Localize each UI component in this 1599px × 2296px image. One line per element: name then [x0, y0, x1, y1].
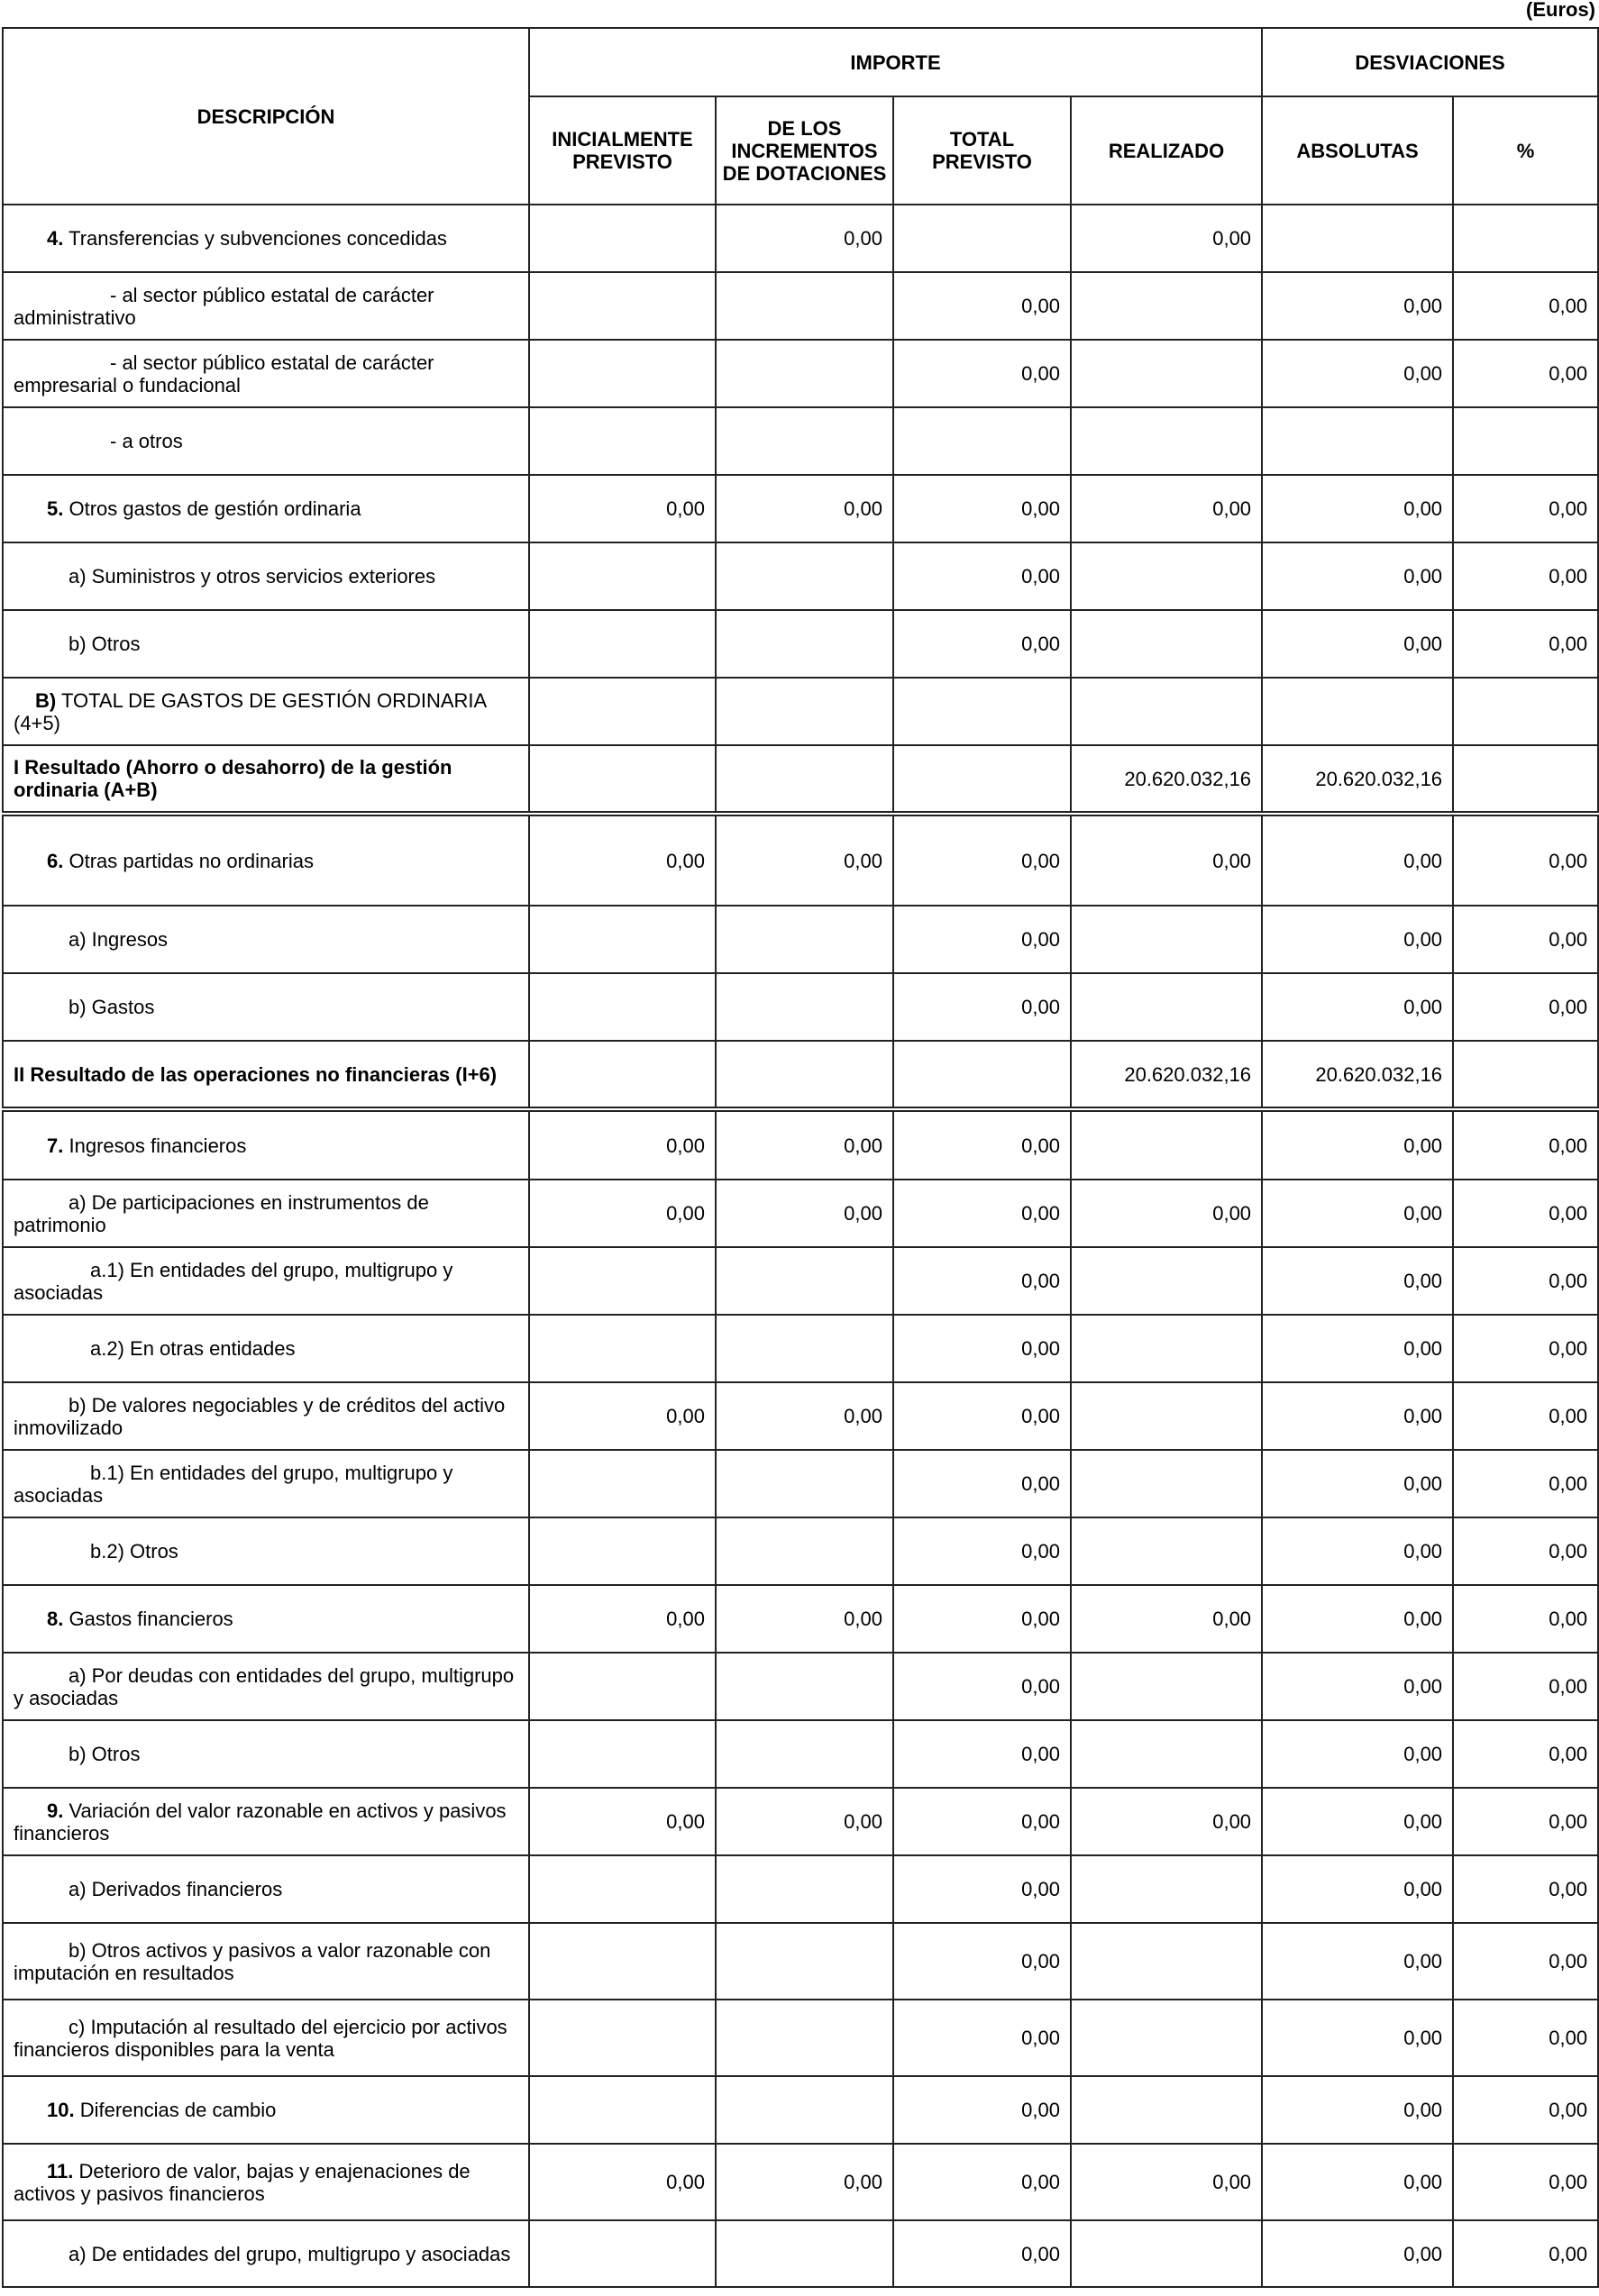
cell-inicialmente-previsto: 0,00	[529, 1180, 716, 1247]
row-description	[3, 1382, 529, 1450]
cell-absolutas: 0,00	[1262, 2000, 1453, 2076]
cell-inicialmente-previsto	[529, 1653, 716, 1720]
table-row	[3, 1517, 1598, 1585]
cell-inicialmente-previsto	[529, 2000, 716, 2076]
row-label: - al sector público estatal de carácter empresarial o fundacional	[14, 351, 434, 396]
table-row	[3, 1450, 1598, 1517]
cell-total-previsto: 0,00	[893, 1855, 1071, 1923]
cell-total-previsto: 0,00	[893, 1653, 1071, 1720]
row-number: 8.	[47, 1608, 64, 1630]
cell-incrementos-dotaciones: 0,00	[716, 475, 893, 542]
cell-absolutas	[1262, 205, 1453, 272]
row-label: a) Por deudas con entidades del grupo, multigrupo y asociadas	[14, 1663, 515, 1709]
header-desviaciones: DESVIACIONES	[1262, 28, 1598, 96]
row-label: - a otros	[110, 430, 183, 452]
table-row	[3, 1788, 1598, 1855]
row-description	[3, 1247, 529, 1315]
cell-total-previsto: 0,00	[893, 475, 1071, 542]
cell-total-previsto: 0,00	[893, 906, 1071, 973]
row-label: a.2) En otras entidades	[90, 1337, 296, 1360]
cell-realizado: 0,00	[1071, 1180, 1262, 1247]
cell-total-previsto: 0,00	[893, 1585, 1071, 1653]
cell-total-previsto: 0,00	[893, 2144, 1071, 2220]
cell-inicialmente-previsto	[529, 1315, 716, 1382]
cell-total-previsto: 0,00	[893, 814, 1071, 906]
cell-total-previsto	[893, 678, 1071, 745]
cell-porcentaje: 0,00	[1453, 475, 1598, 542]
cell-total-previsto: 0,00	[893, 1180, 1071, 1247]
cell-realizado	[1071, 1382, 1262, 1450]
table-row	[3, 1109, 1598, 1180]
cell-porcentaje: 0,00	[1453, 1247, 1598, 1315]
cell-total-previsto: 0,00	[893, 1315, 1071, 1382]
row-label: I Resultado (Ahorro o desahorro) de la gestión ordinaria (A+B)	[14, 756, 452, 801]
row-label: - al sector público estatal de carácter administrativo	[14, 283, 434, 329]
row-description	[3, 1720, 529, 1788]
cell-realizado	[1071, 610, 1262, 678]
cell-total-previsto	[893, 745, 1071, 814]
table-row	[3, 407, 1598, 475]
table-row	[3, 814, 1598, 906]
cell-absolutas: 0,00	[1262, 475, 1453, 542]
row-label: b.1) En entidades del grupo, multigrupo y asociadas	[14, 1461, 453, 1507]
table-row	[3, 1585, 1598, 1653]
cell-porcentaje: 0,00	[1453, 1788, 1598, 1855]
cell-inicialmente-previsto	[529, 906, 716, 973]
cell-porcentaje: 0,00	[1453, 906, 1598, 973]
row-description	[3, 1585, 529, 1653]
row-label: a) De participaciones en instrumentos de patrimonio	[14, 1190, 429, 1236]
cell-realizado	[1071, 2220, 1262, 2287]
cell-incrementos-dotaciones: 0,00	[716, 205, 893, 272]
cell-absolutas: 0,00	[1262, 272, 1453, 340]
row-label: II Resultado de las operaciones no financieras (I+6)	[14, 1062, 498, 1086]
table-header	[3, 28, 1598, 205]
cell-absolutas: 0,00	[1262, 1653, 1453, 1720]
cell-porcentaje	[1453, 1041, 1598, 1109]
cell-total-previsto	[893, 205, 1071, 272]
cell-incrementos-dotaciones	[716, 745, 893, 814]
cell-porcentaje: 0,00	[1453, 1720, 1598, 1788]
cell-realizado: 0,00	[1071, 205, 1262, 272]
cell-realizado	[1071, 340, 1262, 407]
cell-incrementos-dotaciones	[716, 1041, 893, 1109]
cell-incrementos-dotaciones	[716, 1315, 893, 1382]
row-label: a) De entidades del grupo, multigrupo y asociadas	[69, 2242, 511, 2265]
table-row	[3, 272, 1598, 340]
cell-porcentaje: 0,00	[1453, 2144, 1598, 2220]
cell-incrementos-dotaciones: 0,00	[716, 2144, 893, 2220]
cell-inicialmente-previsto: 0,00	[529, 2144, 716, 2220]
row-number: 4.	[47, 227, 64, 250]
cell-absolutas: 0,00	[1262, 1180, 1453, 1247]
cell-absolutas: 0,00	[1262, 814, 1453, 906]
cell-inicialmente-previsto	[529, 407, 716, 475]
row-description	[3, 1315, 529, 1382]
row-label: a) Ingresos	[69, 928, 169, 951]
row-description	[3, 205, 529, 272]
table-row	[3, 1382, 1598, 1450]
table-row	[3, 1315, 1598, 1382]
cell-realizado: 0,00	[1071, 475, 1262, 542]
cell-realizado: 0,00	[1071, 1585, 1262, 1653]
row-number: 6.	[47, 849, 64, 872]
table-row	[3, 542, 1598, 610]
row-number: 5.	[47, 497, 64, 520]
row-label: b) Gastos	[69, 996, 155, 1018]
row-label: Otras partidas no ordinarias	[69, 849, 314, 872]
cell-total-previsto: 0,00	[893, 1247, 1071, 1315]
cell-porcentaje: 0,00	[1453, 1923, 1598, 2000]
cell-inicialmente-previsto: 0,00	[529, 1109, 716, 1180]
cell-realizado	[1071, 1923, 1262, 2000]
cell-absolutas: 0,00	[1262, 1720, 1453, 1788]
row-description	[3, 2076, 529, 2144]
cell-absolutas: 20.620.032,16	[1262, 1041, 1453, 1109]
cell-absolutas: 0,00	[1262, 2076, 1453, 2144]
table-row	[3, 2220, 1598, 2287]
cell-porcentaje: 0,00	[1453, 1585, 1598, 1653]
cell-porcentaje: 0,00	[1453, 542, 1598, 610]
cell-inicialmente-previsto: 0,00	[529, 1788, 716, 1855]
row-description	[3, 1855, 529, 1923]
cell-inicialmente-previsto: 0,00	[529, 1585, 716, 1653]
cell-realizado	[1071, 1315, 1262, 1382]
cell-inicialmente-previsto	[529, 205, 716, 272]
cell-realizado	[1071, 2000, 1262, 2076]
cell-total-previsto: 0,00	[893, 2220, 1071, 2287]
cell-realizado	[1071, 1720, 1262, 1788]
cell-porcentaje: 0,00	[1453, 2076, 1598, 2144]
cell-realizado	[1071, 1450, 1262, 1517]
cell-incrementos-dotaciones	[716, 906, 893, 973]
cell-porcentaje: 0,00	[1453, 2220, 1598, 2287]
row-description	[3, 814, 529, 906]
row-label: a) Derivados financieros	[69, 1878, 283, 1900]
cell-inicialmente-previsto	[529, 678, 716, 745]
row-label: Deterioro de valor, bajas y enajenaciones de activos y pasivos financieros	[14, 2159, 471, 2205]
row-number: 11.	[47, 2159, 74, 2182]
row-label: Ingresos financieros	[69, 1134, 247, 1157]
cell-porcentaje: 0,00	[1453, 973, 1598, 1041]
cell-realizado	[1071, 1517, 1262, 1585]
row-description	[3, 745, 529, 814]
cell-total-previsto: 0,00	[893, 1382, 1071, 1450]
cell-absolutas: 0,00	[1262, 906, 1453, 973]
row-description	[3, 475, 529, 542]
table-row	[3, 205, 1598, 272]
cell-porcentaje	[1453, 745, 1598, 814]
cell-incrementos-dotaciones	[716, 542, 893, 610]
cell-total-previsto: 0,00	[893, 1517, 1071, 1585]
cell-inicialmente-previsto	[529, 272, 716, 340]
table-body	[3, 205, 1598, 2287]
cell-porcentaje: 0,00	[1453, 1180, 1598, 1247]
cell-total-previsto: 0,00	[893, 2000, 1071, 2076]
cell-porcentaje: 0,00	[1453, 1382, 1598, 1450]
cell-realizado	[1071, 906, 1262, 973]
cell-realizado	[1071, 678, 1262, 745]
cell-realizado: 20.620.032,16	[1071, 1041, 1262, 1109]
cell-inicialmente-previsto	[529, 1041, 716, 1109]
cell-total-previsto	[893, 1041, 1071, 1109]
cell-total-previsto: 0,00	[893, 1788, 1071, 1855]
row-description	[3, 2000, 529, 2076]
row-description	[3, 2220, 529, 2287]
row-label: b) De valores negociables y de créditos del activo inmovilizado	[14, 1393, 506, 1439]
cell-incrementos-dotaciones	[716, 1855, 893, 1923]
cell-realizado	[1071, 973, 1262, 1041]
cell-total-previsto: 0,00	[893, 1923, 1071, 2000]
cell-porcentaje: 0,00	[1453, 610, 1598, 678]
cell-incrementos-dotaciones	[716, 1923, 893, 2000]
cell-incrementos-dotaciones: 0,00	[716, 1109, 893, 1180]
cell-realizado	[1071, 407, 1262, 475]
cell-absolutas: 0,00	[1262, 1109, 1453, 1180]
row-label: Diferencias de cambio	[79, 2099, 277, 2121]
table-row	[3, 475, 1598, 542]
table-row	[3, 906, 1598, 973]
cell-incrementos-dotaciones: 0,00	[716, 1585, 893, 1653]
cell-incrementos-dotaciones: 0,00	[716, 1788, 893, 1855]
cell-inicialmente-previsto	[529, 2220, 716, 2287]
cell-total-previsto: 0,00	[893, 610, 1071, 678]
cell-total-previsto: 0,00	[893, 1450, 1071, 1517]
header-porcentaje: %	[1453, 96, 1598, 205]
cell-absolutas: 0,00	[1262, 1315, 1453, 1382]
cell-inicialmente-previsto	[529, 542, 716, 610]
cell-porcentaje: 0,00	[1453, 1855, 1598, 1923]
cell-incrementos-dotaciones	[716, 407, 893, 475]
table-row	[3, 973, 1598, 1041]
cell-absolutas: 20.620.032,16	[1262, 745, 1453, 814]
header-importe: IMPORTE	[529, 28, 1262, 96]
cell-realizado: 20.620.032,16	[1071, 745, 1262, 814]
table-row	[3, 2000, 1598, 2076]
row-description	[3, 1923, 529, 2000]
cell-realizado	[1071, 272, 1262, 340]
cell-inicialmente-previsto	[529, 1517, 716, 1585]
cell-incrementos-dotaciones	[716, 272, 893, 340]
table-row	[3, 1180, 1598, 1247]
cell-porcentaje: 0,00	[1453, 340, 1598, 407]
cell-total-previsto: 0,00	[893, 2076, 1071, 2144]
cell-realizado	[1071, 1109, 1262, 1180]
cell-inicialmente-previsto	[529, 1923, 716, 2000]
row-label: Variación del valor razonable en activos y pasivos financieros	[14, 1799, 507, 1845]
cell-incrementos-dotaciones	[716, 1720, 893, 1788]
table-row	[3, 340, 1598, 407]
row-label: b) Otros	[69, 633, 141, 655]
row-description	[3, 1653, 529, 1720]
row-label: c) Imputación al resultado del ejercicio por activos financieros disponibles para la venta	[14, 2015, 507, 2061]
table-row	[3, 2144, 1598, 2220]
header-incrementos-dotaciones: DE LOS INCREMENTOS DE DOTACIONES	[716, 96, 893, 205]
cell-porcentaje: 0,00	[1453, 1109, 1598, 1180]
cell-absolutas: 0,00	[1262, 610, 1453, 678]
cell-inicialmente-previsto	[529, 973, 716, 1041]
cell-realizado	[1071, 1855, 1262, 1923]
table-row	[3, 1041, 1598, 1109]
cell-absolutas	[1262, 407, 1453, 475]
cell-absolutas: 0,00	[1262, 542, 1453, 610]
cell-incrementos-dotaciones	[716, 610, 893, 678]
table-row	[3, 1855, 1598, 1923]
cell-absolutas: 0,00	[1262, 1450, 1453, 1517]
cell-inicialmente-previsto	[529, 1450, 716, 1517]
cell-total-previsto	[893, 407, 1071, 475]
cell-incrementos-dotaciones	[716, 1247, 893, 1315]
cell-absolutas: 0,00	[1262, 1585, 1453, 1653]
cell-absolutas: 0,00	[1262, 2220, 1453, 2287]
row-label: Transferencias y subvenciones concedidas	[69, 227, 447, 250]
cell-absolutas: 0,00	[1262, 340, 1453, 407]
row-description	[3, 272, 529, 340]
header-realizado: REALIZADO	[1071, 96, 1262, 205]
row-label: Otros gastos de gestión ordinaria	[69, 497, 361, 520]
cell-porcentaje: 0,00	[1453, 1653, 1598, 1720]
cell-total-previsto: 0,00	[893, 542, 1071, 610]
cell-total-previsto: 0,00	[893, 340, 1071, 407]
table-row	[3, 1720, 1598, 1788]
row-description	[3, 973, 529, 1041]
table-row	[3, 610, 1598, 678]
table-row	[3, 2076, 1598, 2144]
row-label: Gastos financieros	[69, 1608, 233, 1630]
cell-porcentaje: 0,00	[1453, 1450, 1598, 1517]
cell-realizado	[1071, 542, 1262, 610]
cell-incrementos-dotaciones	[716, 1450, 893, 1517]
cell-total-previsto: 0,00	[893, 272, 1071, 340]
cell-absolutas: 0,00	[1262, 1855, 1453, 1923]
cell-porcentaje: 0,00	[1453, 1315, 1598, 1382]
row-label: TOTAL DE GASTOS DE GESTIÓN ORDINARIA (4+5)	[14, 688, 486, 734]
cell-total-previsto: 0,00	[893, 1109, 1071, 1180]
header-total-previsto: TOTAL PREVISTO	[893, 96, 1071, 205]
row-description	[3, 1109, 529, 1180]
cell-absolutas: 0,00	[1262, 1247, 1453, 1315]
row-description	[3, 1788, 529, 1855]
cell-incrementos-dotaciones	[716, 1653, 893, 1720]
row-label: b) Otros activos y pasivos a valor razonable con imputación en resultados	[14, 1938, 491, 1984]
row-description	[3, 542, 529, 610]
cell-porcentaje	[1453, 678, 1598, 745]
cell-absolutas	[1262, 678, 1453, 745]
currency-unit-label: (Euros)	[1526, 0, 1595, 21]
cell-incrementos-dotaciones	[716, 2000, 893, 2076]
table-row	[3, 1653, 1598, 1720]
cell-realizado: 0,00	[1071, 2144, 1262, 2220]
cell-absolutas: 0,00	[1262, 2144, 1453, 2220]
cell-incrementos-dotaciones	[716, 1517, 893, 1585]
cell-incrementos-dotaciones: 0,00	[716, 1382, 893, 1450]
cell-inicialmente-previsto	[529, 1247, 716, 1315]
cell-inicialmente-previsto: 0,00	[529, 814, 716, 906]
row-number: B)	[35, 688, 57, 712]
cell-porcentaje	[1453, 407, 1598, 475]
row-number: 7.	[47, 1134, 64, 1157]
row-number: 10.	[47, 2099, 75, 2121]
row-number: 9.	[47, 1799, 64, 1822]
row-description	[3, 1041, 529, 1109]
cell-inicialmente-previsto	[529, 340, 716, 407]
row-description	[3, 1180, 529, 1247]
cell-realizado	[1071, 2076, 1262, 2144]
header-inicialmente-previsto: INICIALMENTE PREVISTO	[529, 96, 716, 205]
cell-inicialmente-previsto	[529, 610, 716, 678]
row-description	[3, 2144, 529, 2220]
budget-execution-table	[2, 27, 1599, 2288]
row-label: b.2) Otros	[90, 1540, 178, 1563]
row-description	[3, 906, 529, 973]
cell-total-previsto: 0,00	[893, 1720, 1071, 1788]
cell-absolutas: 0,00	[1262, 1517, 1453, 1585]
cell-inicialmente-previsto: 0,00	[529, 1382, 716, 1450]
table-row	[3, 1247, 1598, 1315]
row-label: a.1) En entidades del grupo, multigrupo y asociadas	[14, 1258, 453, 1304]
cell-porcentaje	[1453, 205, 1598, 272]
cell-absolutas: 0,00	[1262, 1788, 1453, 1855]
cell-incrementos-dotaciones	[716, 973, 893, 1041]
cell-porcentaje: 0,00	[1453, 814, 1598, 906]
row-label: a) Suministros y otros servicios exteriores	[69, 565, 436, 588]
cell-inicialmente-previsto: 0,00	[529, 475, 716, 542]
cell-absolutas: 0,00	[1262, 973, 1453, 1041]
cell-realizado	[1071, 1653, 1262, 1720]
cell-inicialmente-previsto	[529, 2076, 716, 2144]
cell-porcentaje: 0,00	[1453, 2000, 1598, 2076]
cell-total-previsto: 0,00	[893, 973, 1071, 1041]
cell-porcentaje: 0,00	[1453, 272, 1598, 340]
cell-incrementos-dotaciones	[716, 2220, 893, 2287]
row-description	[3, 407, 529, 475]
cell-realizado: 0,00	[1071, 814, 1262, 906]
cell-incrementos-dotaciones: 0,00	[716, 814, 893, 906]
row-description	[3, 1450, 529, 1517]
cell-inicialmente-previsto	[529, 1855, 716, 1923]
cell-absolutas: 0,00	[1262, 1923, 1453, 2000]
cell-incrementos-dotaciones	[716, 678, 893, 745]
row-description	[3, 340, 529, 407]
table-row	[3, 678, 1598, 745]
header-descripcion: DESCRIPCIÓN	[3, 28, 529, 205]
table-row	[3, 745, 1598, 814]
cell-incrementos-dotaciones	[716, 2076, 893, 2144]
row-label: b) Otros	[69, 1743, 141, 1765]
cell-inicialmente-previsto	[529, 745, 716, 814]
row-description	[3, 610, 529, 678]
cell-realizado: 0,00	[1071, 1788, 1262, 1855]
cell-incrementos-dotaciones: 0,00	[716, 1180, 893, 1247]
table-row	[3, 1923, 1598, 2000]
cell-porcentaje: 0,00	[1453, 1517, 1598, 1585]
cell-inicialmente-previsto	[529, 1720, 716, 1788]
header-absolutas: ABSOLUTAS	[1262, 96, 1453, 205]
cell-incrementos-dotaciones	[716, 340, 893, 407]
cell-realizado	[1071, 1247, 1262, 1315]
row-description	[3, 678, 529, 745]
row-description	[3, 1517, 529, 1585]
cell-absolutas: 0,00	[1262, 1382, 1453, 1450]
